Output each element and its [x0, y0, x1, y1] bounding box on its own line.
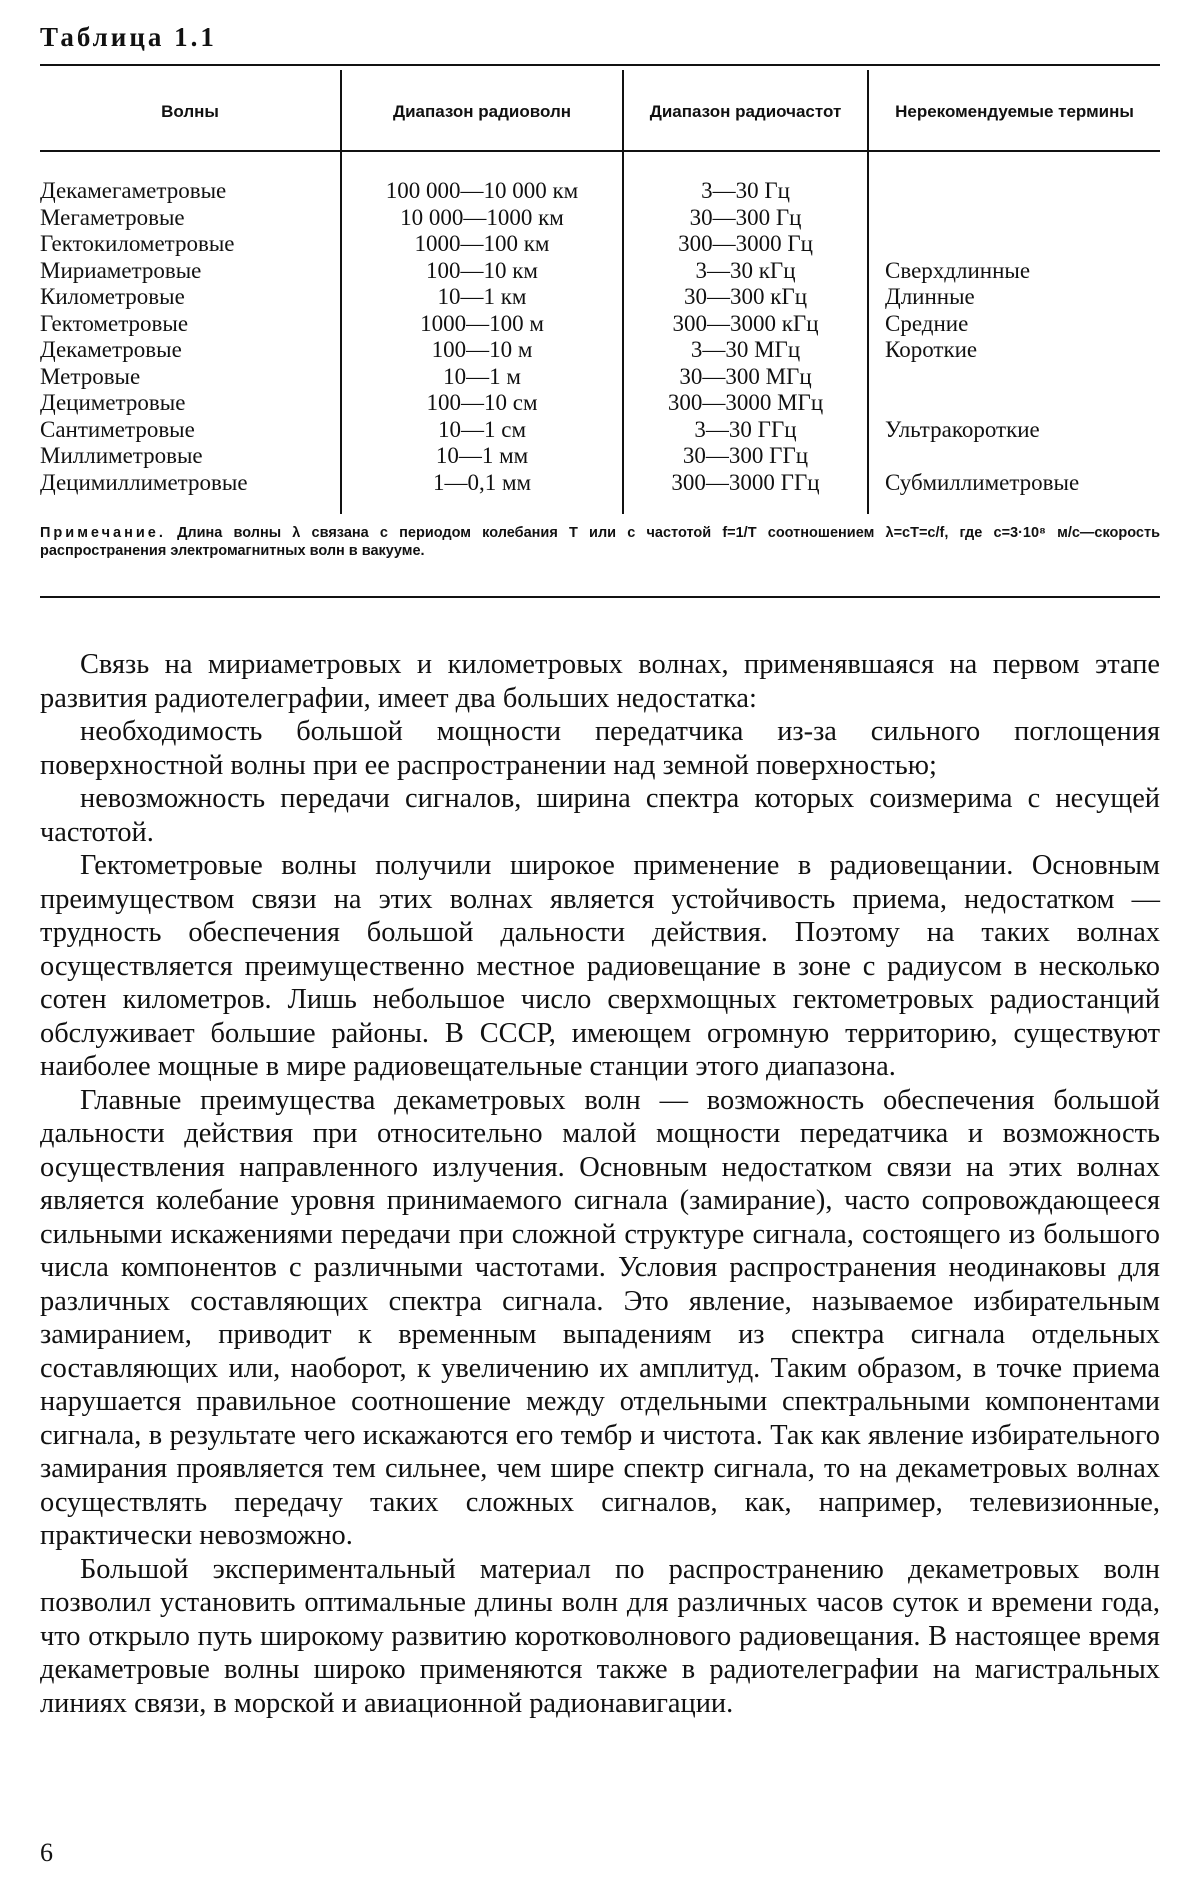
- wave-name-cell: Километровые: [40, 284, 185, 309]
- frequency-range-cell: 30—300 Гц: [689, 204, 802, 230]
- table-row: [40, 417, 1160, 444]
- table-caption: Таблица 1.1: [40, 22, 217, 52]
- wave-range-cell: 1000—100 км: [414, 231, 550, 256]
- deprecated-term-cell: Длинные: [885, 284, 975, 309]
- deprecated-term-cell: Субмиллиметровые: [885, 469, 1080, 495]
- wave-range-cell: 10—1 км: [437, 284, 527, 309]
- note-label: Примечание.: [40, 525, 166, 541]
- wave-name-cell: Гектометровые: [40, 310, 189, 336]
- table-row: [40, 311, 1160, 338]
- wave-range-cell: 100—10 см: [426, 390, 538, 415]
- deprecated-term-cell: Короткие: [885, 337, 978, 362]
- paragraph: Связь на мириаметровых и километровых волнах, применявшаяся на первом этапе развития радиотелеграфии, имеет два больших недостатка:: [40, 649, 1160, 714]
- deprecated-term-cell: Средние: [885, 310, 969, 336]
- wave-name-cell: Метровые: [40, 363, 141, 389]
- frequency-range-cell: 300—3000 кГц: [672, 310, 819, 336]
- column-header-waves: Волны: [161, 101, 219, 121]
- paragraph: Гектометровые волны получили широкое применение в радиовещании. Основным преимуществом связи на этих волнах является устойчивость приема, недостатком — трудность обеспечения большой дальности действия. Поэтому на таких волнах осуществляется преимущественно местное радиовещание в зоне с радиусом в несколько сотен километров. Лишь небольшое число сверхмощных гектометровых радиостанций обслуживает большие районы. В СССР, имеющем огромную территорию, существуют наиболее мощные в мире радиовещательные станции этого диапазона.: [40, 850, 1160, 1082]
- frequency-range-cell: 30—300 ГГц: [682, 443, 809, 468]
- frequency-range-cell: 3—30 Гц: [701, 178, 790, 203]
- table-row: [40, 178, 1160, 205]
- deprecated-term-cell: Ультракороткие: [885, 416, 1040, 442]
- table-row: [40, 337, 1160, 364]
- table-bottom-rule: [40, 596, 1160, 598]
- paragraph: невозможность передачи сигналов, ширина спектра которых соизмерима с несущей частотой.: [40, 783, 1160, 848]
- frequency-range-cell: 3—30 МГц: [690, 337, 801, 362]
- wave-name-cell: Гектокилометровые: [40, 231, 235, 256]
- wave-name-cell: Мириаметровые: [40, 257, 202, 283]
- paragraph: Большой экспериментальный материал по распространению декаметровых волн позволил установить оптимальные длины волн для различных часов суток и времени года, что открыло путь широкому развитию коротковолнового радиовещания. В настоящее время декаметровые волны широко применяются также в радиотелеграфии на магистральных линиях связи, в морской и авиационной радионавигации.: [40, 1553, 1160, 1719]
- frequency-range-cell: 300—3000 Гц: [678, 231, 813, 256]
- frequency-range-cell: 3—30 ГГц: [694, 416, 797, 442]
- wave-name-cell: Миллиметровые: [40, 443, 203, 468]
- wave-range-cell: 100—10 м: [431, 337, 533, 362]
- frequency-range-cell: 300—3000 МГц: [667, 390, 824, 415]
- wave-name-cell: Мегаметровые: [40, 204, 185, 230]
- wave-name-cell: Децимиллиметровые: [40, 469, 248, 495]
- frequency-range-cell: 300—3000 ГГц: [671, 469, 820, 495]
- document-page: [40, 0, 1160, 1891]
- deprecated-term-cell: Сверхдлинные: [885, 257, 1031, 283]
- wave-range-cell: 10 000—1000 км: [400, 204, 564, 230]
- wave-name-cell: Дециметровые: [40, 390, 186, 415]
- frequency-range-cell: 30—300 МГц: [679, 363, 812, 389]
- note-text: Длина волны λ связана с периодом колебания T или с частотой f=1/T соотношением λ=cT=c/f, где c=3·10⁸ м/с—скорость распространения электромагнитных волн в вакууме.: [40, 525, 1161, 559]
- table-body: [40, 178, 1160, 496]
- body-text: [40, 648, 1160, 1720]
- table-row: [40, 390, 1160, 417]
- wave-range-cell: 10—1 см: [437, 416, 526, 442]
- wave-range-cell: 100—10 км: [426, 257, 538, 283]
- frequency-range-cell: 3—30 кГц: [695, 257, 796, 283]
- wave-name-cell: Декаметровые: [40, 337, 182, 362]
- wave-range-cell: 10—1 м: [443, 363, 521, 389]
- paragraph: Главные преимущества декаметровых волн — возможность обеспечения большой дальности действия при относительно малой мощности передатчика и возможность осуществления направленного излучения. Основным недостатком связи на этих волнах является колебание уровня принимаемого сигнала (замирание), часто сопровождающееся сильными искажениями передачи при сложной структуре сигнала, состоящего из большого числа компонентов с различными частотами. Условия распространения неодинаковы для различных составляющих спектра сигнала. Это явление, называемое избирательным замиранием, приводит к временным выпадениям из спектра сигнала отдельных составляющих или, наоборот, к увеличению их амплитуд. Таким образом, в точке приема нарушается правильное соотношение между отдельными спектральными компонентами сигнала, в результате чего искажаются его тембр и чистота. Так как явление избирательного замирания проявляется тем сильнее, чем шире спектр сигнала, то на декаметровых волнах осуществлять передачу таких сложных сигналов, как, например, телевизионные, практически невозможно.: [40, 1084, 1160, 1551]
- wave-range-cell: 10—1 мм: [435, 443, 529, 468]
- table-row: [40, 470, 1160, 497]
- page-number: 6: [40, 1838, 53, 1867]
- table-row: [40, 231, 1160, 258]
- table-note: [40, 524, 1160, 560]
- wave-name-cell: Сантиметровые: [40, 416, 195, 442]
- table-row: [40, 364, 1160, 391]
- wave-range-cell: 1000—100 м: [420, 310, 544, 336]
- column-header-frequency-range: Диапазон радиочастот: [649, 101, 842, 121]
- frequency-range-cell: 30—300 кГц: [683, 284, 808, 309]
- wave-range-cell: 100 000—10 000 км: [385, 178, 579, 203]
- table-row: [40, 443, 1160, 470]
- wave-range-cell: 1—0,1 мм: [432, 469, 532, 495]
- table-header-rule: [40, 150, 1160, 152]
- table-row: [40, 284, 1160, 311]
- column-header-deprecated-terms: Нерекомендуемые термины: [895, 101, 1134, 121]
- table-row: [40, 205, 1160, 232]
- paragraph: необходимость большой мощности передатчика из-за сильного поглощения поверхностной волны при ее распространении над земной поверхностью;: [40, 716, 1160, 781]
- table-top-rule: [40, 64, 1160, 66]
- wave-name-cell: Декамегаметровые: [40, 178, 227, 203]
- column-header-wave-range: Диапазон радиоволн: [392, 101, 572, 121]
- table-row: [40, 258, 1160, 285]
